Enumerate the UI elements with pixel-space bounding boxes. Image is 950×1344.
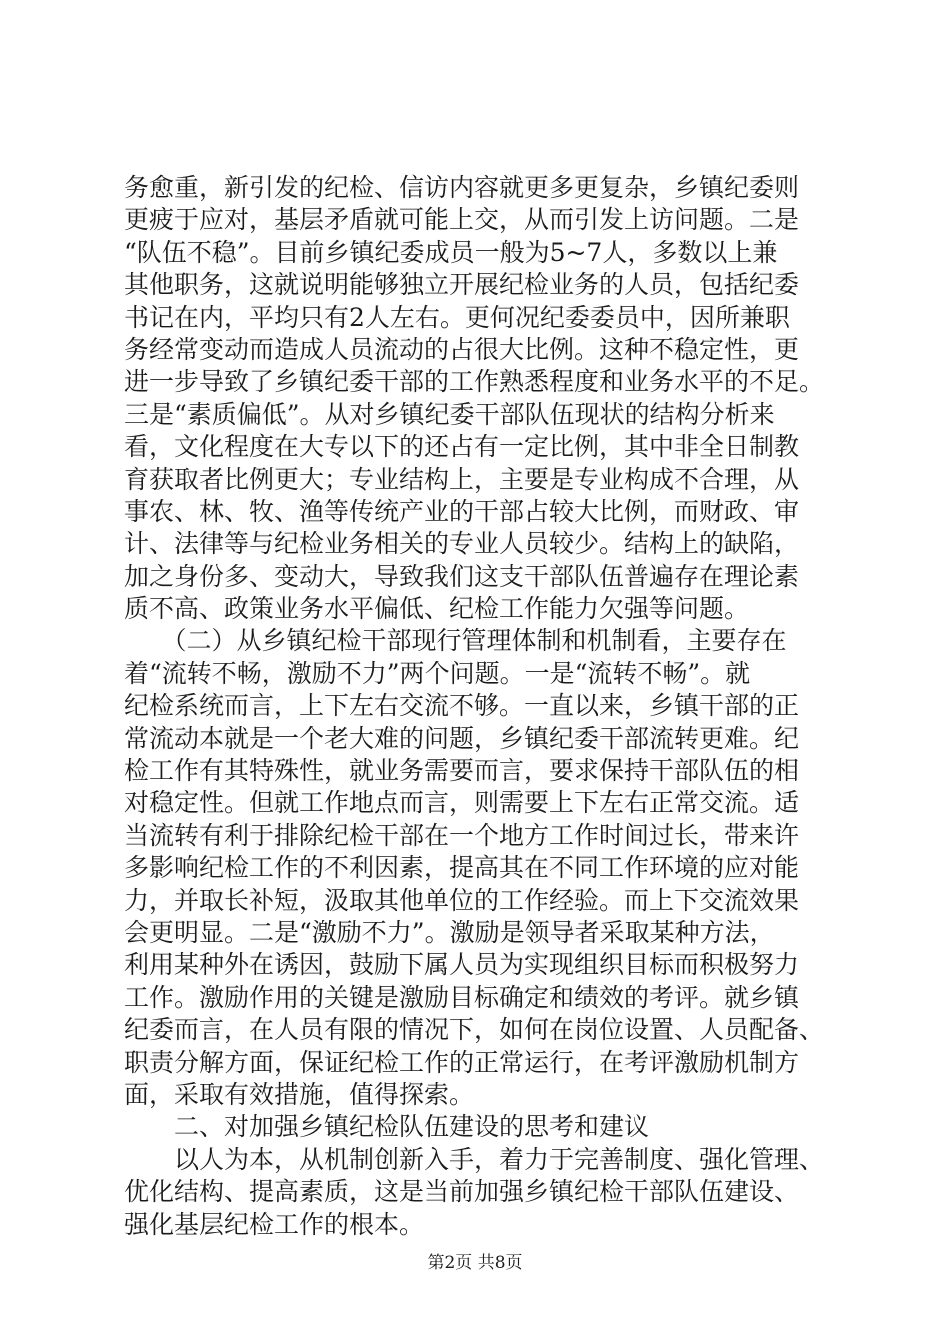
text-line: 强化基层纪检工作的根本。: [124, 1209, 425, 1239]
text-line: （二）从乡镇纪检干部现行管理体制和机制看，主要存在: [124, 626, 787, 656]
text-line: 看，文化程度在大专以下的还占有一定比例，其中非全日制教: [124, 432, 800, 462]
text-line: 务经常变动而造成人员流动的占很大比例。这种不稳定性，更: [124, 334, 800, 364]
text-line: 育获取者比例更大；专业结构上，主要是专业构成不合理，从: [124, 464, 800, 494]
text-line: 多影响纪检工作的不利因素，提高其在不同工作环境的应对能: [124, 853, 800, 883]
text-line: 纪委而言，在人员有限的情况下，如何在岗位设置、人员配备、: [124, 1015, 825, 1045]
text-line: 工作。激励作用的关键是激励目标确定和绩效的考评。就乡镇: [124, 982, 800, 1012]
text-line: 加之身份多、变动大，导致我们这支干部队伍普遍存在理论素: [124, 561, 800, 591]
text-line: 力，并取长补短，汲取其他单位的工作经验。而上下交流效果: [124, 885, 800, 915]
text-line: 优化结构、提高素质，这是当前加强乡镇纪检干部队伍建设、: [124, 1177, 800, 1207]
section-heading: 二、对加强乡镇纪检队伍建设的思考和建议: [124, 1112, 650, 1142]
text-line: “队伍不稳”。目前乡镇纪委成员一般为5~7人，多数以上兼: [124, 237, 778, 267]
document-body: [124, 172, 836, 1241]
text-line: 质不高、政策业务水平偏低、纪检工作能力欠强等问题。: [124, 594, 750, 624]
text-line: 务愈重，新引发的纪检、信访内容就更多更复杂，乡镇纪委则: [124, 173, 800, 202]
text-line: 纪检系统而言，上下左右交流不够。一直以来，乡镇干部的正: [124, 691, 800, 721]
text-line: 进一步导致了乡镇纪委干部的工作熟悉程度和业务水平的不足。: [124, 367, 825, 397]
text-line: 利用某种外在诱因，鼓励下属人员为实现组织目标而积极努力: [124, 950, 800, 980]
text-line: 面，采取有效措施，值得探索。: [124, 1079, 475, 1109]
text-line: 对稳定性。但就工作地点而言，则需要上下左右正常交流。适: [124, 788, 800, 818]
text-line: 三是“素质偏低”。从对乡镇纪委干部队伍现状的结构分析来: [124, 399, 775, 429]
text-line: 计、法律等与纪检业务相关的专业人员较少。结构上的缺陷，: [124, 529, 800, 559]
text-line: 以人为本，从机制创新入手，着力于完善制度、强化管理、: [124, 1144, 825, 1174]
text-line: 书记在内，平均只有2人左右。更何况纪委委员中，因所兼职: [124, 302, 790, 332]
text-line: 当流转有利于排除纪检干部在一个地方工作时间过长，带来许: [124, 820, 800, 850]
text-line: 其他职务，这就说明能够独立开展纪检业务的人员，包括纪委: [124, 270, 800, 300]
page-number: 第2页 共8页: [427, 1253, 523, 1273]
text-line: 常流动本就是一个老大难的问题，乡镇纪委干部流转更难。纪: [124, 723, 800, 753]
text-line: 事农、林、牧、渔等传统产业的干部占较大比例，而财政、审: [124, 496, 800, 526]
text-line: 着“流转不畅，激励不力”两个问题。一是“流转不畅”。就: [124, 658, 751, 688]
text-line: 检工作有其特殊性，就业务需要而言，要求保持干部队伍的相: [124, 756, 800, 786]
text-line: 职责分解方面，保证纪检工作的正常运行，在考评激励机制方: [124, 1047, 800, 1077]
text-line: 更疲于应对，基层矛盾就可能上交，从而引发上访问题。二是: [124, 205, 800, 235]
text-line: 会更明显。二是“激励不力”。激励是领导者采取某种方法，: [124, 917, 775, 947]
